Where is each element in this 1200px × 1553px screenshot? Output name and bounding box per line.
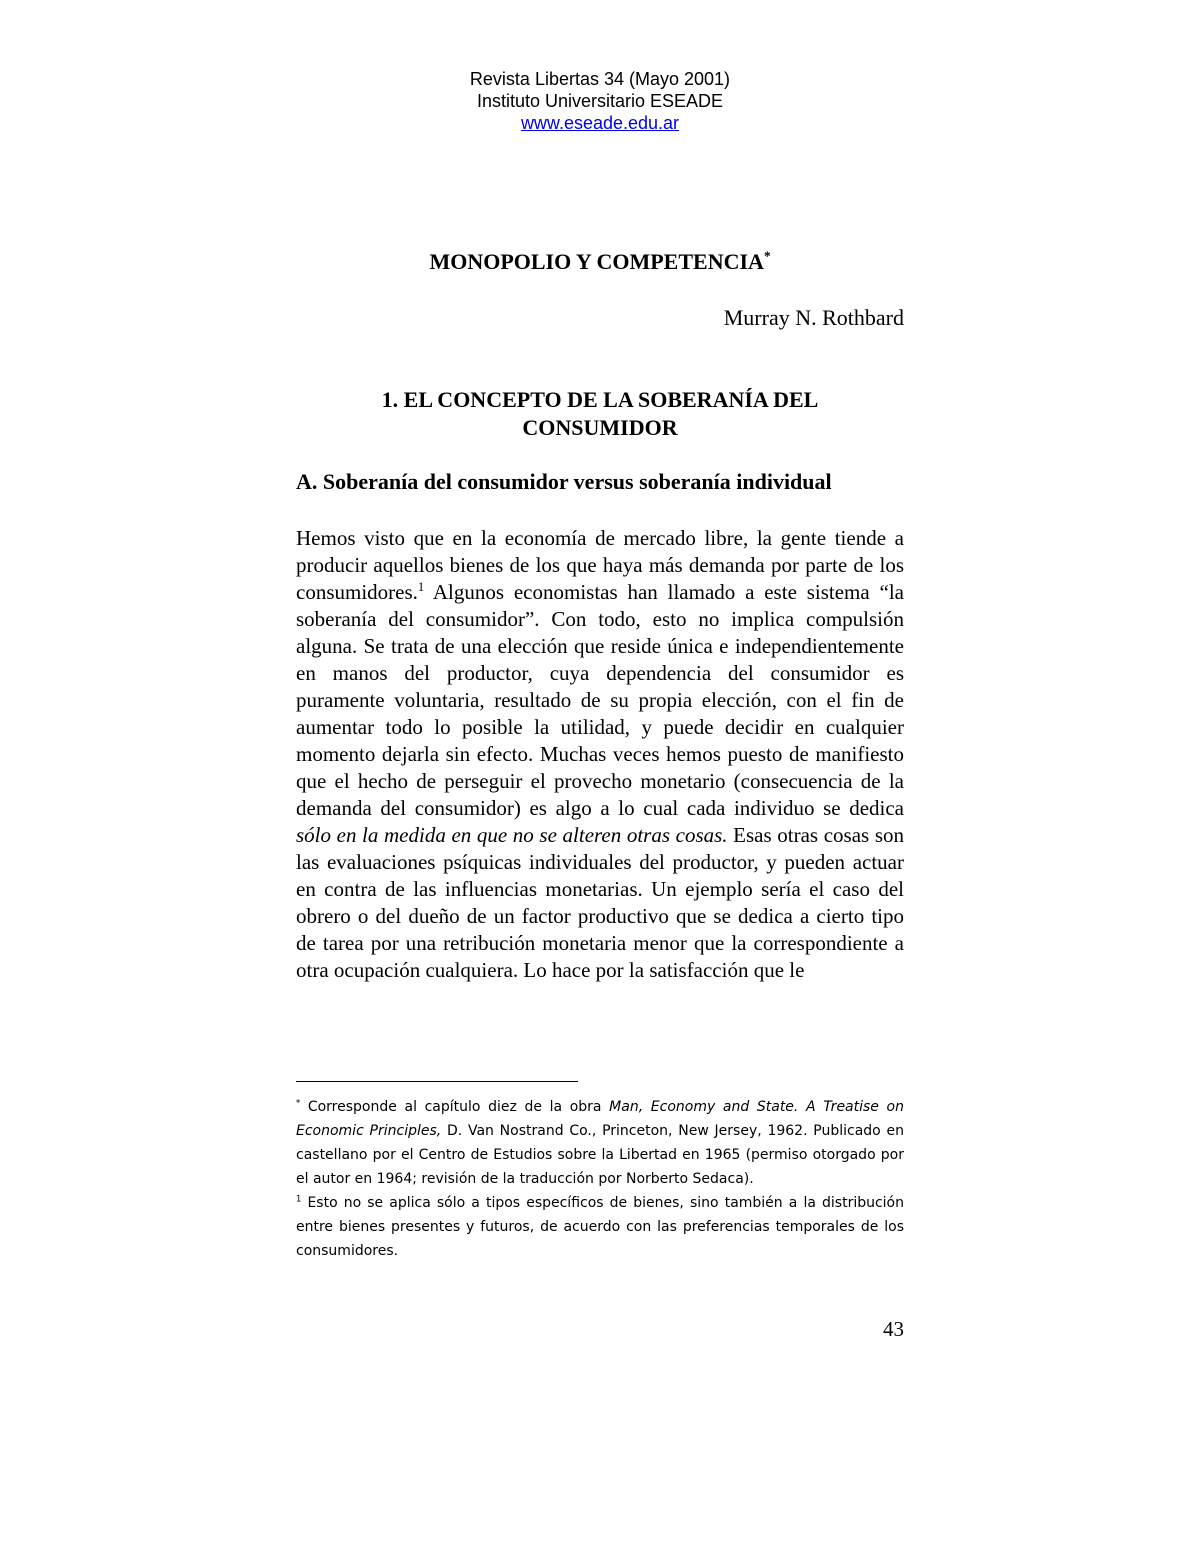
journal-name: Revista Libertas 34 (Mayo 2001) bbox=[469, 69, 731, 89]
footnote-1 bbox=[296, 1191, 904, 1263]
footnote-star-marker: * bbox=[296, 1097, 301, 1108]
footnote-divider bbox=[296, 1081, 578, 1082]
article-title bbox=[0, 248, 1200, 276]
section-heading-line-1: 1. EL CONCEPTO DE LA SOBERANÍA DEL bbox=[381, 387, 819, 412]
body-emphasis: sólo en la medida en que no se alteren otras cosas. bbox=[296, 823, 728, 847]
footnote-star-suffix: D. Van Nostrand Co., Princeton, New Jersey, 1962. Publicado en castellano por el Centro de Estudios sobre la Libertad en 1965 (permiso otorgado por el autor en 1964; revisión de la traducción por Norberto Sedaca). bbox=[296, 1123, 904, 1187]
section-heading bbox=[296, 386, 904, 442]
footnote-star bbox=[296, 1095, 904, 1191]
footnotes bbox=[296, 1095, 904, 1263]
website-link[interactable]: www.eseade.edu.ar bbox=[520, 113, 680, 133]
footnote-star-book-title: Man, Economy and State. A Treatise on Economic Principles, bbox=[296, 1099, 904, 1139]
article-title-text: MONOPOLIO Y COMPETENCIA bbox=[429, 249, 764, 274]
institution-name: Instituto Universitario ESEADE bbox=[476, 91, 724, 111]
footnote-star-prefix: Corresponde al capítulo diez de la obra bbox=[300, 1099, 610, 1115]
author-name: Murray N. Rothbard bbox=[723, 305, 904, 330]
title-footnote-marker[interactable]: * bbox=[763, 248, 771, 264]
footnote-1-marker: 1 bbox=[296, 1193, 302, 1204]
body-paragraph bbox=[296, 525, 904, 984]
section-heading-line-2: CONSUMIDOR bbox=[522, 415, 678, 440]
subsection-heading: A. Soberanía del consumidor versus soberanía individual bbox=[296, 469, 832, 494]
page-number: 43 bbox=[883, 1317, 904, 1341]
footnote-ref-1[interactable]: 1 bbox=[417, 580, 425, 594]
body-text-part-1: Hemos visto que en la economía de mercado libre, la gente tiende a producir aquellos bienes de los que haya más demanda por parte de los consumidores. bbox=[296, 526, 904, 604]
journal-header bbox=[0, 68, 1200, 134]
body-text-part-2: Algunos economistas han llamado a este sistema “la soberanía del consumidor”. Con todo, esto no implica compulsión alguna. Se trata de una elección que reside única e independientemente en manos del productor, cuya dependencia del consumidor es puramente voluntaria, resultado de su propia elección, con el fin de aumentar todo lo posible la utilidad, y puede decidir en cualquier momento dejarla sin efecto. Muchas veces hemos puesto de manifiesto que el hecho de perseguir el provecho monetario (consecuencia de la demanda del consumidor) es algo a lo cual cada individuo se dedica bbox=[296, 580, 904, 820]
footnote-1-text: Esto no se aplica sólo a tipos específicos de bienes, sino también a la distribución entre bienes presentes y futuros, de acuerdo con las preferencias temporales de los consumidores. bbox=[296, 1195, 904, 1259]
body-text-part-3: Esas otras cosas son las evaluaciones psíquicas individuales del productor, y pueden actuar en contra de las influencias monetarias. Un ejemplo sería el caso del obrero o del dueño de un factor productivo que se dedica a cierto tipo de tarea por una retribución monetaria menor que la correspondiente a otra ocupación cualquiera. Lo hace por la satisfacción que le bbox=[296, 823, 904, 982]
